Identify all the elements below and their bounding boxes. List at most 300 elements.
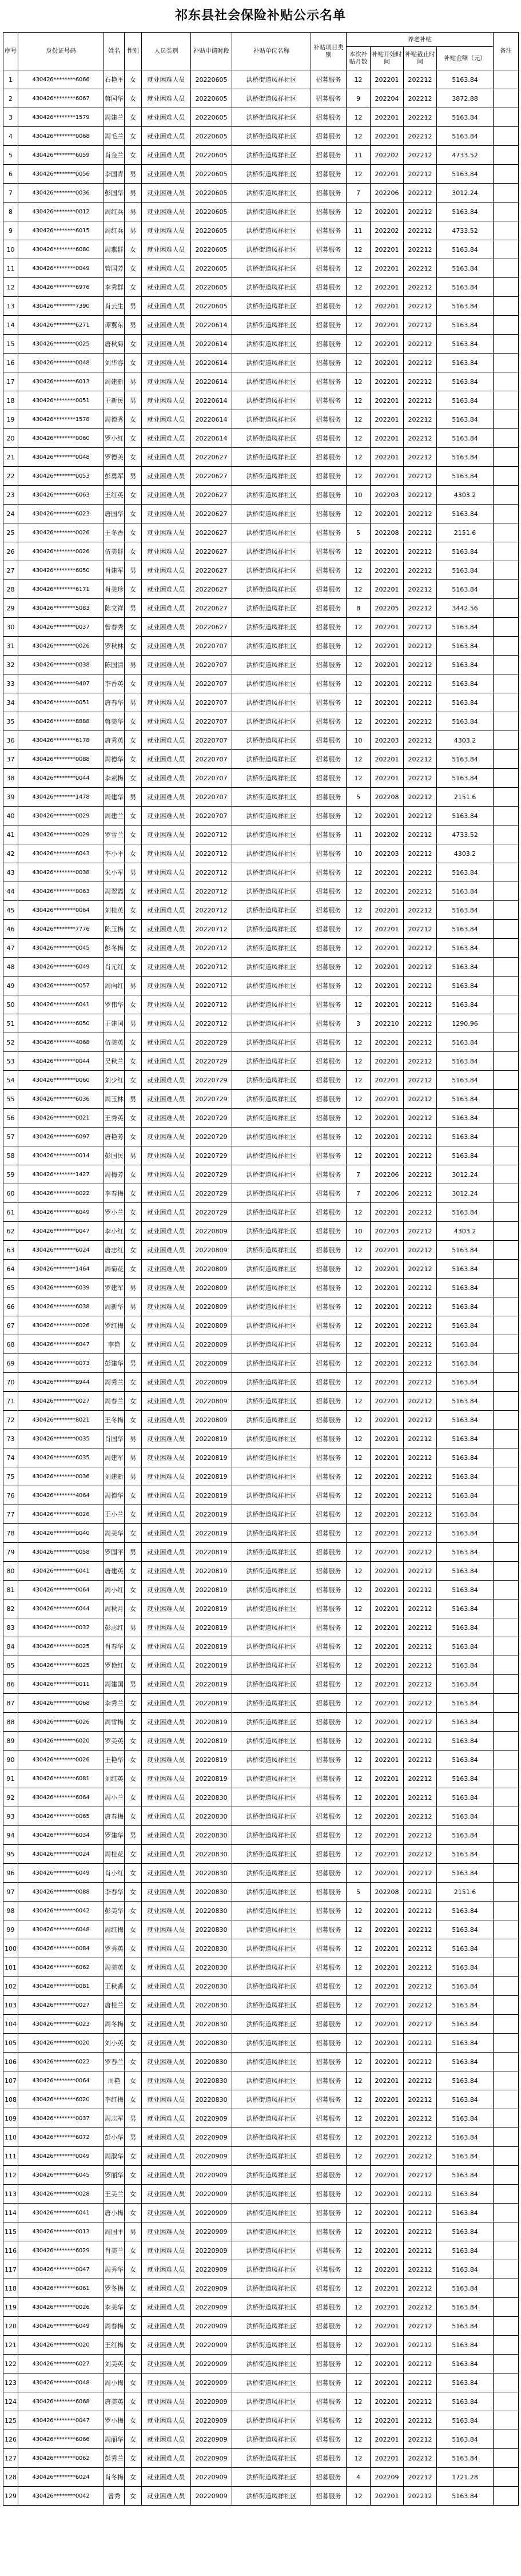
- cell-note: [494, 1467, 519, 1486]
- table-row: [3, 1826, 519, 1845]
- cell-to: 202212: [404, 1279, 437, 1297]
- cell-unit: 洪桥街道凤祥社区: [232, 391, 311, 410]
- cell-gender: 女: [125, 354, 142, 372]
- cell-id: 430426********6178: [18, 731, 104, 750]
- cell-category: 就业困难人员: [142, 1788, 191, 1807]
- cell-months: 12: [347, 259, 371, 278]
- cell-id: 430426********6061: [18, 2279, 104, 2298]
- cell-from: 202201: [371, 2392, 404, 2411]
- cell-id: 430426********6050: [18, 1014, 104, 1033]
- cell-amount: 2151.6: [437, 1883, 494, 1902]
- cell-gender: 女: [125, 939, 142, 958]
- cell-seq: 48: [3, 958, 18, 977]
- cell-to: 202212: [404, 2298, 437, 2317]
- cell-to: 202212: [404, 1675, 437, 1694]
- cell-project: 招募服务: [311, 2260, 347, 2279]
- cell-id: 430426********6027: [18, 2355, 104, 2373]
- cell-project: 招募服务: [311, 2128, 347, 2147]
- cell-category: 就业困难人员: [142, 2147, 191, 2166]
- cell-name: 罗雪兰: [104, 825, 125, 844]
- cell-category: 就业困难人员: [142, 1939, 191, 1958]
- cell-category: 就业困难人员: [142, 1448, 191, 1467]
- cell-from: 202201: [371, 1656, 404, 1675]
- cell-from: 202201: [371, 2355, 404, 2373]
- cell-unit: 洪桥街道凤祥社区: [232, 1033, 311, 1052]
- table-row: [3, 1675, 519, 1694]
- cell-start-date: 20220809: [191, 1392, 232, 1411]
- cell-gender: 女: [125, 1977, 142, 1996]
- cell-seq: 72: [3, 1411, 18, 1430]
- cell-gender: 女: [125, 1109, 142, 1128]
- cell-months: 12: [347, 354, 371, 372]
- cell-note: [494, 2071, 519, 2090]
- cell-note: [494, 2128, 519, 2147]
- table-row: [3, 1373, 519, 1392]
- cell-id: 430426********6034: [18, 1826, 104, 1845]
- cell-gender: 女: [125, 1411, 142, 1430]
- cell-seq: 104: [3, 2015, 18, 2034]
- cell-unit: 洪桥街道凤祥社区: [232, 637, 311, 656]
- cell-id: 430426********6025: [18, 1656, 104, 1675]
- cell-category: 就业困难人员: [142, 1354, 191, 1373]
- cell-id: 430426********6048: [18, 1920, 104, 1939]
- cell-note: [494, 1335, 519, 1354]
- cell-id: 430426********0026: [18, 523, 104, 542]
- cell-category: 就业困难人员: [142, 1467, 191, 1486]
- table-row: [3, 1543, 519, 1562]
- cell-category: 就业困难人员: [142, 1430, 191, 1448]
- cell-note: [494, 467, 519, 486]
- header-start-date: 补贴申请时段: [191, 33, 232, 70]
- cell-months: 12: [347, 1845, 371, 1864]
- cell-seq: 53: [3, 1052, 18, 1071]
- cell-start-date: 20220809: [191, 1316, 232, 1335]
- cell-amount: 5163.84: [437, 1694, 494, 1713]
- cell-id: 430426********6049: [18, 1203, 104, 1222]
- cell-gender: 女: [125, 2373, 142, 2392]
- table-row: [3, 2241, 519, 2260]
- cell-months: 12: [347, 1052, 371, 1071]
- cell-start-date: 20220819: [191, 1505, 232, 1524]
- cell-note: [494, 2298, 519, 2317]
- cell-note: [494, 2279, 519, 2298]
- cell-gender: 女: [125, 70, 142, 89]
- cell-from: 202202: [371, 221, 404, 240]
- cell-name: 周小兰: [104, 1788, 125, 1807]
- cell-id: 430426********0026: [18, 637, 104, 656]
- cell-id: 430426********5083: [18, 599, 104, 618]
- table-row: [3, 2015, 519, 2034]
- cell-seq: 22: [3, 467, 18, 486]
- cell-gender: 女: [125, 1694, 142, 1713]
- table-row: [3, 448, 519, 467]
- cell-amount: 5163.84: [437, 316, 494, 335]
- cell-gender: 女: [125, 2241, 142, 2260]
- cell-seq: 69: [3, 1354, 18, 1373]
- cell-project: 招募服务: [311, 599, 347, 618]
- cell-seq: 27: [3, 561, 18, 580]
- cell-from: 202201: [371, 2317, 404, 2336]
- cell-category: 就业困难人员: [142, 656, 191, 674]
- cell-start-date: 20220707: [191, 750, 232, 769]
- cell-gender: 女: [125, 448, 142, 467]
- cell-id: 430426********0020: [18, 2034, 104, 2053]
- cell-category: 就业困难人员: [142, 939, 191, 958]
- table-row: [3, 901, 519, 920]
- cell-name: 王红英: [104, 486, 125, 505]
- cell-amount: 3442.56: [437, 599, 494, 618]
- cell-name: 周淑华: [104, 2147, 125, 2166]
- cell-note: [494, 335, 519, 354]
- cell-from: 202201: [371, 863, 404, 882]
- cell-name: 王秀英: [104, 1109, 125, 1128]
- cell-from: 202201: [371, 1826, 404, 1845]
- cell-unit: 洪桥街道凤祥社区: [232, 2336, 311, 2355]
- cell-category: 就业困难人员: [142, 1826, 191, 1845]
- cell-id: 430426********0035: [18, 1430, 104, 1448]
- cell-id: 430426********6024: [18, 2468, 104, 2487]
- cell-amount: 5163.84: [437, 580, 494, 599]
- cell-name: 刘美英: [104, 2355, 125, 2373]
- table-row: [3, 807, 519, 825]
- cell-amount: 4733.52: [437, 221, 494, 240]
- table-row: [3, 2109, 519, 2128]
- cell-project: 招募服务: [311, 580, 347, 599]
- cell-unit: 洪桥街道凤祥社区: [232, 2355, 311, 2373]
- cell-name: 曾春秀: [104, 618, 125, 637]
- cell-unit: 洪桥街道凤祥社区: [232, 1165, 311, 1184]
- cell-seq: 98: [3, 1902, 18, 1920]
- cell-name: 罗冬梅: [104, 2279, 125, 2298]
- cell-amount: 5163.84: [437, 429, 494, 448]
- cell-unit: 洪桥街道凤祥社区: [232, 2411, 311, 2430]
- cell-category: 就业困难人员: [142, 1732, 191, 1751]
- cell-name: 肖小红: [104, 1864, 125, 1883]
- cell-from: 202201: [371, 2411, 404, 2430]
- cell-to: 202212: [404, 2090, 437, 2109]
- cell-amount: 5163.84: [437, 1486, 494, 1505]
- cell-to: 202212: [404, 1996, 437, 2015]
- cell-months: 12: [347, 70, 371, 89]
- cell-gender: 男: [125, 656, 142, 674]
- cell-gender: 女: [125, 2355, 142, 2373]
- cell-amount: 4303.2: [437, 731, 494, 750]
- cell-amount: 5163.84: [437, 1902, 494, 1920]
- cell-gender: 女: [125, 958, 142, 977]
- cell-amount: 5163.84: [437, 505, 494, 523]
- cell-project: 招募服务: [311, 1996, 347, 2015]
- cell-start-date: 20220614: [191, 429, 232, 448]
- cell-unit: 洪桥街道凤祥社区: [232, 674, 311, 693]
- cell-start-date: 20220627: [191, 448, 232, 467]
- cell-start-date: 20220909: [191, 2298, 232, 2317]
- cell-months: 12: [347, 1543, 371, 1562]
- cell-unit: 洪桥街道凤祥社区: [232, 1184, 311, 1203]
- cell-to: 202212: [404, 1448, 437, 1467]
- cell-to: 202212: [404, 1052, 437, 1071]
- cell-gender: 女: [125, 429, 142, 448]
- cell-to: 202212: [404, 2336, 437, 2355]
- cell-id: 430426********6050: [18, 561, 104, 580]
- cell-id: 430426********1579: [18, 108, 104, 127]
- cell-from: 202201: [371, 1146, 404, 1165]
- cell-amount: 5163.84: [437, 2392, 494, 2411]
- cell-start-date: 20220729: [191, 1184, 232, 1203]
- cell-unit: 洪桥街道凤祥社区: [232, 2053, 311, 2071]
- cell-project: 招募服务: [311, 1883, 347, 1902]
- cell-name: 周桂花: [104, 1845, 125, 1864]
- cell-amount: 3012.24: [437, 1165, 494, 1184]
- cell-to: 202212: [404, 995, 437, 1014]
- cell-name: 彭志红: [104, 1618, 125, 1637]
- cell-months: 12: [347, 2147, 371, 2166]
- cell-name: 朱小军: [104, 863, 125, 882]
- cell-gender: 女: [125, 1939, 142, 1958]
- cell-name: 周翠霞: [104, 882, 125, 901]
- cell-amount: 5163.84: [437, 127, 494, 146]
- cell-seq: 71: [3, 1392, 18, 1411]
- cell-from: 202201: [371, 1581, 404, 1599]
- cell-category: 就业困难人员: [142, 712, 191, 731]
- cell-to: 202212: [404, 1430, 437, 1448]
- cell-gender: 女: [125, 523, 142, 542]
- cell-gender: 男: [125, 1448, 142, 1467]
- cell-to: 202212: [404, 2015, 437, 2034]
- cell-seq: 80: [3, 1562, 18, 1581]
- cell-category: 就业困难人员: [142, 1769, 191, 1788]
- cell-project: 招募服务: [311, 316, 347, 335]
- cell-gender: 女: [125, 674, 142, 693]
- cell-project: 招募服务: [311, 618, 347, 637]
- cell-category: 就业困难人员: [142, 2468, 191, 2487]
- cell-unit: 洪桥街道凤祥社区: [232, 108, 311, 127]
- cell-name: 周志军: [104, 2109, 125, 2128]
- cell-note: [494, 1732, 519, 1751]
- table-row: [3, 2298, 519, 2317]
- cell-note: [494, 637, 519, 656]
- cell-amount: 5163.84: [437, 939, 494, 958]
- table-row: [3, 542, 519, 561]
- cell-project: 招募服务: [311, 127, 347, 146]
- cell-amount: 5163.84: [437, 561, 494, 580]
- cell-amount: 5163.84: [437, 1958, 494, 1977]
- cell-gender: 女: [125, 637, 142, 656]
- cell-gender: 女: [125, 1637, 142, 1656]
- cell-gender: 女: [125, 1052, 142, 1071]
- cell-from: 202201: [371, 1467, 404, 1486]
- cell-start-date: 20220707: [191, 674, 232, 693]
- cell-months: 12: [347, 429, 371, 448]
- cell-from: 202201: [371, 1599, 404, 1618]
- cell-project: 招募服务: [311, 1467, 347, 1486]
- cell-category: 就业困难人员: [142, 2336, 191, 2355]
- cell-note: [494, 844, 519, 863]
- cell-name: 罗小兰: [104, 1203, 125, 1222]
- cell-id: 430426********1478: [18, 788, 104, 807]
- cell-months: 12: [347, 1675, 371, 1694]
- header-group: 养老补贴: [347, 33, 494, 47]
- cell-name: 周建兰: [104, 807, 125, 825]
- cell-id: 430426********0047: [18, 1222, 104, 1241]
- cell-id: 430426********0081: [18, 1977, 104, 1996]
- cell-from: 202201: [371, 1052, 404, 1071]
- cell-id: 430426********0027: [18, 1392, 104, 1411]
- cell-name: 唐美英: [104, 2392, 125, 2411]
- cell-start-date: 20220605: [191, 240, 232, 259]
- cell-seq: 12: [3, 278, 18, 297]
- cell-months: 12: [347, 561, 371, 580]
- cell-note: [494, 1599, 519, 1618]
- cell-name: 石艳平: [104, 70, 125, 89]
- cell-id: 430426********0036: [18, 184, 104, 203]
- cell-from: 202201: [371, 2222, 404, 2241]
- cell-unit: 洪桥街道凤祥社区: [232, 221, 311, 240]
- cell-project: 招募服务: [311, 429, 347, 448]
- cell-unit: 洪桥街道凤祥社区: [232, 1279, 311, 1297]
- cell-name: 周德秀: [104, 410, 125, 429]
- cell-start-date: 20220819: [191, 1467, 232, 1486]
- cell-seq: 75: [3, 1467, 18, 1486]
- cell-project: 招募服务: [311, 1788, 347, 1807]
- cell-id: 430426********0025: [18, 1637, 104, 1656]
- cell-from: 202201: [371, 259, 404, 278]
- cell-from: 202201: [371, 1562, 404, 1581]
- cell-project: 招募服务: [311, 354, 347, 372]
- cell-id: 430426********0044: [18, 769, 104, 788]
- cell-id: 430426********0044: [18, 1052, 104, 1071]
- cell-unit: 洪桥街道凤祥社区: [232, 1958, 311, 1977]
- cell-start-date: 20220909: [191, 2468, 232, 2487]
- cell-to: 202212: [404, 1335, 437, 1354]
- cell-amount: 5163.84: [437, 1581, 494, 1599]
- cell-unit: 洪桥街道凤祥社区: [232, 977, 311, 995]
- cell-start-date: 20220819: [191, 1562, 232, 1581]
- cell-seq: 58: [3, 1146, 18, 1165]
- cell-months: 12: [347, 1920, 371, 1939]
- cell-unit: 洪桥街道凤祥社区: [232, 2241, 311, 2260]
- cell-amount: 5163.84: [437, 1769, 494, 1788]
- cell-months: 12: [347, 656, 371, 674]
- cell-project: 招募服务: [311, 1297, 347, 1316]
- table-row: [3, 825, 519, 844]
- cell-to: 202212: [404, 1165, 437, 1184]
- cell-gender: 女: [125, 2279, 142, 2298]
- cell-to: 202212: [404, 939, 437, 958]
- cell-note: [494, 184, 519, 203]
- cell-from: 202201: [371, 1524, 404, 1543]
- cell-months: 12: [347, 1411, 371, 1430]
- cell-unit: 洪桥街道凤祥社区: [232, 1732, 311, 1751]
- cell-seq: 107: [3, 2071, 18, 2090]
- cell-to: 202212: [404, 1203, 437, 1222]
- cell-months: 12: [347, 1448, 371, 1467]
- cell-to: 202212: [404, 2204, 437, 2222]
- cell-amount: 5163.84: [437, 2015, 494, 2034]
- cell-to: 202212: [404, 561, 437, 580]
- table-row: [3, 769, 519, 788]
- cell-gender: 男: [125, 863, 142, 882]
- cell-note: [494, 410, 519, 429]
- cell-unit: 洪桥街道凤祥社区: [232, 165, 311, 184]
- cell-amount: 5163.84: [437, 637, 494, 656]
- cell-id: 430426********6043: [18, 844, 104, 863]
- cell-unit: 洪桥街道凤祥社区: [232, 1581, 311, 1599]
- cell-start-date: 20220614: [191, 354, 232, 372]
- cell-months: 12: [347, 1996, 371, 2015]
- table-row: [3, 1260, 519, 1279]
- cell-start-date: 20220627: [191, 523, 232, 542]
- table-row: [3, 863, 519, 882]
- cell-name: 彭秀兰: [104, 2449, 125, 2468]
- cell-unit: 洪桥街道凤祥社区: [232, 2034, 311, 2053]
- cell-project: 招募服务: [311, 882, 347, 901]
- cell-id: 430426********0057: [18, 977, 104, 995]
- cell-category: 就业困难人员: [142, 1203, 191, 1222]
- table-row: [3, 1486, 519, 1505]
- cell-from: 202201: [371, 1958, 404, 1977]
- cell-category: 就业困难人员: [142, 1675, 191, 1694]
- cell-gender: 男: [125, 372, 142, 391]
- table-row: [3, 1713, 519, 1732]
- cell-name: 罗春兰: [104, 2053, 125, 2071]
- cell-name: 陈国清: [104, 656, 125, 674]
- table-row: [3, 70, 519, 89]
- cell-id: 430426********6049: [18, 958, 104, 977]
- cell-seq: 77: [3, 1505, 18, 1524]
- cell-note: [494, 1694, 519, 1713]
- cell-note: [494, 561, 519, 580]
- table-row: [3, 712, 519, 731]
- cell-unit: 洪桥街道凤祥社区: [232, 750, 311, 769]
- cell-gender: 女: [125, 1788, 142, 1807]
- cell-to: 202212: [404, 2128, 437, 2147]
- cell-start-date: 20220809: [191, 1373, 232, 1392]
- cell-id: 430426********0021: [18, 1109, 104, 1128]
- cell-category: 就业困难人员: [142, 920, 191, 939]
- cell-amount: 5163.84: [437, 2147, 494, 2166]
- table-row: [3, 1279, 519, 1297]
- cell-months: 12: [347, 901, 371, 920]
- cell-start-date: 20220707: [191, 769, 232, 788]
- cell-name: 肖金兰: [104, 146, 125, 165]
- cell-category: 就业困难人员: [142, 1090, 191, 1109]
- cell-name: 李秀群: [104, 278, 125, 297]
- cell-to: 202212: [404, 712, 437, 731]
- cell-category: 就业困难人员: [142, 1486, 191, 1505]
- cell-unit: 洪桥街道凤祥社区: [232, 2317, 311, 2336]
- cell-project: 招募服务: [311, 391, 347, 410]
- cell-to: 202212: [404, 1467, 437, 1486]
- cell-start-date: 20220712: [191, 995, 232, 1014]
- cell-from: 202206: [371, 184, 404, 203]
- header-unit: 补贴单位名称: [232, 33, 311, 70]
- cell-name: 肖美兰: [104, 2241, 125, 2260]
- cell-note: [494, 240, 519, 259]
- cell-gender: 女: [125, 146, 142, 165]
- cell-months: 12: [347, 750, 371, 769]
- cell-gender: 女: [125, 2411, 142, 2430]
- cell-name: 王秋香: [104, 1977, 125, 1996]
- cell-start-date: 20220830: [191, 1845, 232, 1864]
- cell-id: 430426********0029: [18, 825, 104, 844]
- cell-note: [494, 1524, 519, 1543]
- cell-unit: 洪桥街道凤祥社区: [232, 146, 311, 165]
- cell-amount: 5163.84: [437, 2185, 494, 2204]
- cell-from: 202201: [371, 693, 404, 712]
- cell-id: 430426********6041: [18, 2204, 104, 2222]
- cell-project: 招募服务: [311, 2015, 347, 2034]
- cell-gender: 女: [125, 1222, 142, 1241]
